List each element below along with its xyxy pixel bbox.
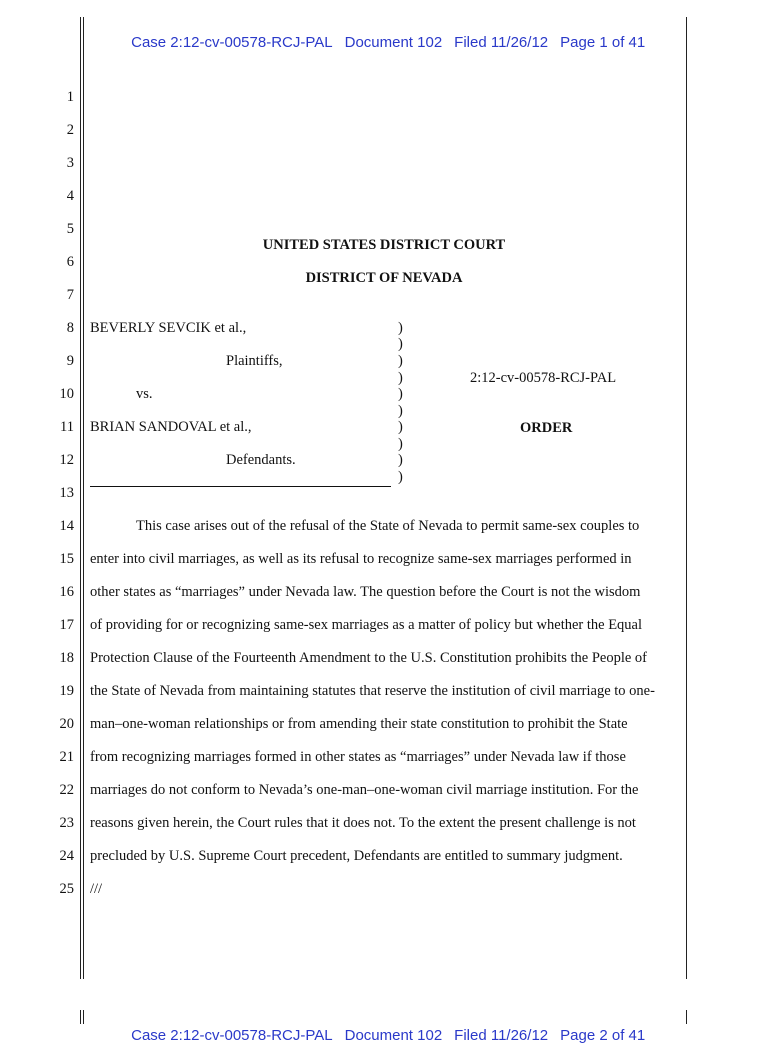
left-margin-rule-outer	[80, 17, 81, 979]
line-number: 15	[59, 551, 74, 567]
district-name: DISTRICT OF NEVADA	[305, 270, 463, 286]
line-number: 6	[66, 254, 74, 270]
line-number: 5	[66, 221, 74, 237]
line-number: 4	[66, 188, 74, 204]
line-number: 3	[66, 155, 74, 171]
line-number: 18	[59, 650, 74, 666]
body-line: man–one-woman relationships or from amending their state constitution to prohibit the State	[90, 716, 628, 732]
defendants-label: Defendants.	[226, 452, 296, 468]
line-number: 20	[59, 716, 74, 732]
defendant-name: BRIAN SANDOVAL et al.,	[90, 419, 252, 435]
line-number: 24	[59, 848, 74, 864]
document-title: ORDER	[520, 420, 573, 436]
header-case: Case 2:12-cv-00578-RCJ-PAL	[131, 34, 333, 51]
line-number: 12	[59, 452, 74, 468]
line-number: 11	[60, 419, 74, 435]
caption-paren: )	[398, 469, 403, 485]
line-number: 14	[59, 518, 74, 534]
caption-paren: )	[398, 419, 403, 435]
line-number: 9	[66, 353, 74, 369]
next-header-filed: Filed 11/26/12	[454, 1027, 549, 1044]
caption-paren: )	[398, 320, 403, 336]
body-line: This case arises out of the refusal of the State of Nevada to permit same-sex couples to	[136, 518, 640, 534]
body-line: the State of Nevada from maintaining statutes that reserve the institution of civil marriage to one-	[90, 683, 655, 699]
plaintiff-name: BEVERLY SEVCIK et al.,	[90, 320, 247, 336]
line-number: 22	[59, 782, 74, 798]
caption-paren: )	[398, 386, 403, 402]
line-number: 2	[66, 122, 74, 138]
header-page: Page 1 of 41	[560, 34, 646, 51]
line-number: 8	[66, 320, 74, 336]
next-header-case: Case 2:12-cv-00578-RCJ-PAL	[131, 1027, 333, 1044]
case-number: 2:12-cv-00578-RCJ-PAL	[470, 370, 617, 386]
caption-paren: )	[398, 353, 403, 369]
line-number: 19	[59, 683, 74, 699]
line-number: 25	[59, 881, 74, 897]
line-number: 7	[66, 287, 74, 303]
caption-paren: )	[398, 436, 403, 452]
document-header	[0, 17, 768, 51]
body-line: reasons given herein, the Court rules that it does not. To the extent the present challenge is not	[90, 815, 636, 831]
next-page-header	[0, 1010, 768, 1044]
line-number: 23	[59, 815, 74, 831]
caption-paren: )	[398, 336, 403, 352]
header-filed: Filed 11/26/12	[454, 34, 549, 51]
plaintiffs-label: Plaintiffs,	[226, 353, 283, 369]
line-number: 16	[59, 584, 74, 600]
body-line: enter into civil marriages, as well as its refusal to recognize same-sex marriages performed in	[90, 551, 632, 567]
line-number: 17	[59, 617, 74, 633]
left-margin-rule-inner	[83, 17, 84, 979]
right-margin-rule	[686, 17, 687, 979]
body-line: ///	[90, 881, 103, 897]
versus-label: vs.	[136, 386, 153, 402]
caption-underline	[90, 486, 391, 487]
caption-paren: )	[398, 452, 403, 468]
body-line: other states as “marriages” under Nevada law. The question before the Court is not the wisdom	[90, 584, 641, 600]
header-document: Document 102	[344, 34, 443, 51]
line-number: 1	[66, 89, 74, 105]
line-number: 13	[59, 485, 74, 501]
body-line: of providing for or recognizing same-sex marriages as a matter of policy but whether the Equal	[90, 617, 643, 633]
body-line: Protection Clause of the Fourteenth Amendment to the U.S. Constitution prohibits the People of	[90, 650, 647, 666]
next-header-document: Document 102	[344, 1027, 443, 1044]
body-line: precluded by U.S. Supreme Court precedent, Defendants are entitled to summary judgment.	[90, 848, 623, 864]
line-number: 10	[59, 386, 74, 402]
line-number: 21	[59, 749, 74, 765]
body-line: from recognizing marriages formed in other states as “marriages” under Nevada law if those	[90, 749, 626, 765]
body-line: marriages do not conform to Nevada’s one-man–one-woman civil marriage institution. For the	[90, 782, 639, 798]
next-header-page: Page 2 of 41	[560, 1027, 646, 1044]
caption-paren: )	[398, 403, 403, 419]
caption-paren: )	[398, 370, 403, 386]
court-name: UNITED STATES DISTRICT COURT	[262, 237, 506, 253]
